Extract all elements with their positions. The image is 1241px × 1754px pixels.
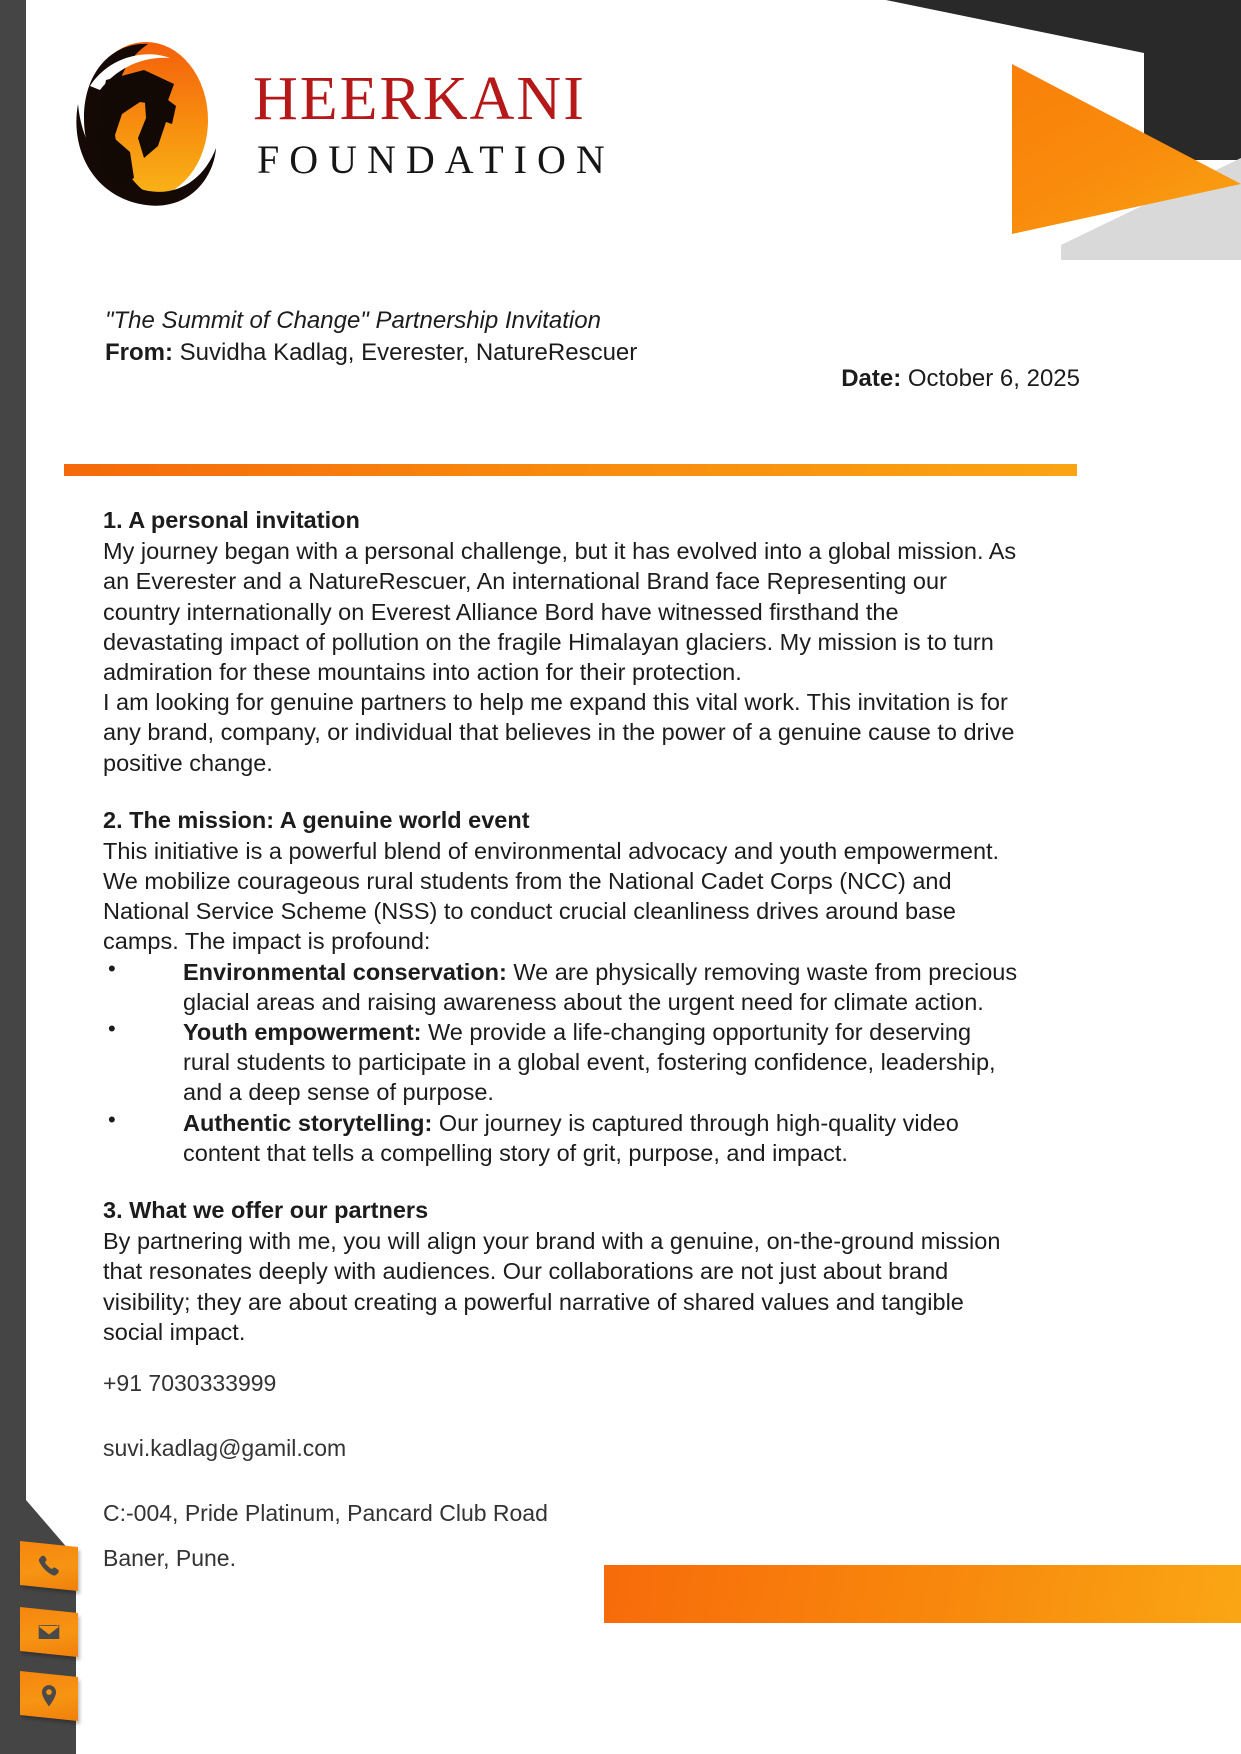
phone-icon (36, 1553, 62, 1579)
impact-bullet-list (103, 957, 1018, 1168)
date-line (105, 365, 1080, 393)
section-2-paragraph-1: This initiative is a powerful blend of environmental advocacy and youth empowerment. We mobilize courageous rural students from the National Cadet Corps (NCC) and National Service Scheme (NSS) to conduct crucial cleanliness drives around base camps. The impact is profound: (103, 837, 1000, 955)
location-pin-icon (36, 1683, 62, 1709)
brand-name: HEERKANI (253, 65, 586, 133)
section-3-heading: 3. What we offer our partners (103, 1196, 429, 1223)
climber-globe-logo-icon (48, 28, 238, 218)
from-value: Suvidha Kadlag, Everester, NatureRescuer (173, 338, 638, 366)
section-1-paragraph-2: I am looking for genuine partners to help me expand this vital work. This invitation is for any brand, company, or individual that believes in the power of a genuine cause to drive positive change. (103, 689, 1015, 776)
date-value: October 6, 2025 (901, 365, 1080, 392)
footer-accent-bar (604, 1565, 1241, 1623)
contact-address-line-2: Baner, Pune. (103, 1545, 236, 1571)
document-meta (105, 305, 1080, 392)
contact-phone: +91 7030333999 (103, 1370, 277, 1396)
date-label: Date: (841, 365, 902, 392)
bullet-text: We provide a life-changing opportunity for deserving rural students to participate in a global event, fostering confidence, leadership, and a deep sense of purpose. (183, 1019, 996, 1106)
spacer (103, 1168, 1018, 1195)
bullet-text: Our journey is captured through high-quality video content that tells a compelling story of grit, purpose, and impact. (183, 1109, 959, 1166)
section-2 (103, 805, 1018, 1168)
brand-logo (48, 28, 648, 228)
bullet-text: We are physically removing waste from precious glacial areas and raising awareness about the urgent need for climate action. (183, 958, 1018, 1015)
envelope-icon (36, 1619, 62, 1645)
contact-address-line-1: C:-004, Pride Platinum, Pancard Club Road (103, 1500, 548, 1526)
list-item (103, 957, 1018, 1017)
header-divider-bar (64, 464, 1077, 476)
bullet-label: Youth empowerment: (183, 1019, 422, 1045)
section-1 (103, 505, 1018, 778)
location-icon-tab (20, 1671, 78, 1721)
list-item (103, 1108, 1018, 1168)
brand-subtitle: FOUNDATION (257, 137, 615, 182)
sidebar-strip (0, 0, 26, 1754)
spacer (103, 778, 1018, 805)
section-1-heading: 1. A personal invitation (103, 507, 360, 533)
section-3 (103, 1195, 1018, 1347)
from-line (105, 337, 1005, 369)
contact-email: suvi.kadlag@gamil.com (103, 1435, 347, 1461)
email-icon-tab (20, 1607, 78, 1657)
from-label: From: (105, 338, 173, 366)
contact-block (103, 1370, 703, 1572)
bullet-label: Environmental conservation: (183, 958, 507, 985)
section-2-heading: 2. The mission: A genuine world event (103, 806, 530, 833)
letter-body (103, 505, 1018, 1347)
list-item (103, 1017, 1018, 1108)
phone-icon-tab (20, 1541, 78, 1591)
section-1-paragraph-1: My journey began with a personal challenge, but it has evolved into a global mission. As an Everester and a NatureRescuer, An international Brand face Representing our country internationally on Everest Alliance Bord have witnessed firsthand the devastating impact of pollution on the fragile Himalayan glaciers. My mission is to turn admiration for these mountains into action for their protection. (103, 538, 1017, 685)
document-title: "The Summit of Change" Partnership Invitation (105, 307, 601, 334)
bullet-label: Authentic storytelling: (183, 1109, 433, 1136)
section-3-paragraph-1: By partnering with me, you will align your brand with a genuine, on-the-ground mission that resonates deeply with audiences. Our collaborations are not just about brand visibility; they are about creating a powerful narrative of shared values and tangible social impact. (103, 1228, 1001, 1345)
